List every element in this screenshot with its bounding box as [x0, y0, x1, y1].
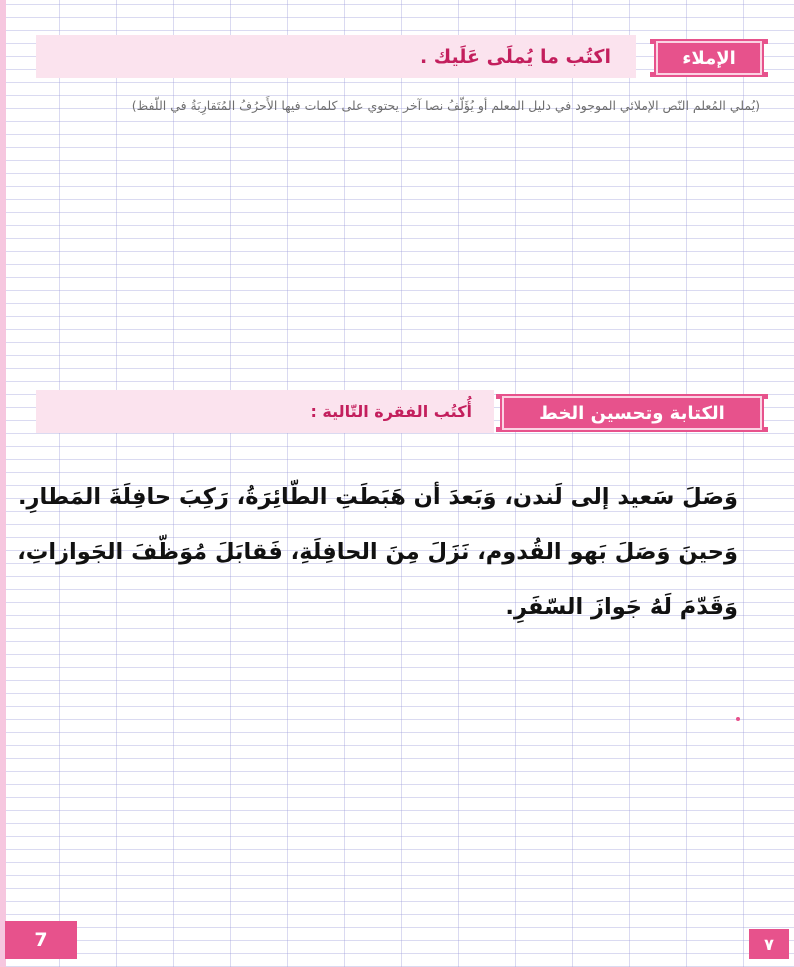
handwriting-instruction-bar — [36, 390, 494, 433]
paragraph-line: وَصَلَ سَعيد إلى لَندن، وَبَعدَ أن هَبَطَتِ الطّائِرَةُ، رَكِبَ حافِلَةَ المَطارِ. — [17, 484, 738, 510]
page-left-edge — [0, 0, 6, 967]
handwriting-instruction: أُكتُب الفقرة التّالية : — [310, 402, 472, 421]
badge-corner-ornament — [650, 39, 655, 44]
paragraph-line: وَقَدّمَ لَهُ جَوازَ السّفَرِ. — [505, 594, 738, 620]
badge-corner-ornament — [763, 72, 768, 77]
badge-corner-ornament — [650, 72, 655, 77]
page-right-edge — [794, 0, 800, 967]
dictation-badge-label: الإملاء — [682, 47, 736, 69]
handwriting-badge — [502, 396, 762, 430]
handwriting-badge-label: الكتابة وتحسين الخط — [539, 402, 725, 424]
badge-corner-ornament — [763, 394, 768, 399]
badge-corner-ornament — [496, 394, 501, 399]
teacher-note: (يُملي المُعلم النّص الإملائي الموجود في دليل المعلم أو يُؤَلّفُ نصا آخر يحتوي على كلمات فيها الأَحرُفُ المُتَقارِبَةُ في اللّفظ) — [131, 98, 760, 113]
page-number-arabic — [749, 929, 789, 959]
dictation-badge — [656, 41, 762, 75]
badge-corner-ornament — [763, 427, 768, 432]
page-number-latin-label: 7 — [34, 929, 48, 951]
page-number-arabic-label: ٧ — [764, 934, 774, 954]
badge-corner-ornament — [763, 39, 768, 44]
paragraph-line: وَحينَ وَصَلَ بَهو القُدوم، نَزَلَ مِنَ الحافِلَةِ، فَقابَلَ مُوَظّفَ الجَوازاتِ، — [17, 539, 738, 565]
decorative-dot — [736, 717, 740, 721]
page-number-latin — [5, 921, 77, 959]
model-paragraph — [17, 470, 738, 635]
badge-corner-ornament — [496, 427, 501, 432]
dictation-instruction-bar — [36, 35, 636, 78]
dictation-instruction: اكتُب ما يُملَى عَلَيك . — [419, 45, 611, 68]
